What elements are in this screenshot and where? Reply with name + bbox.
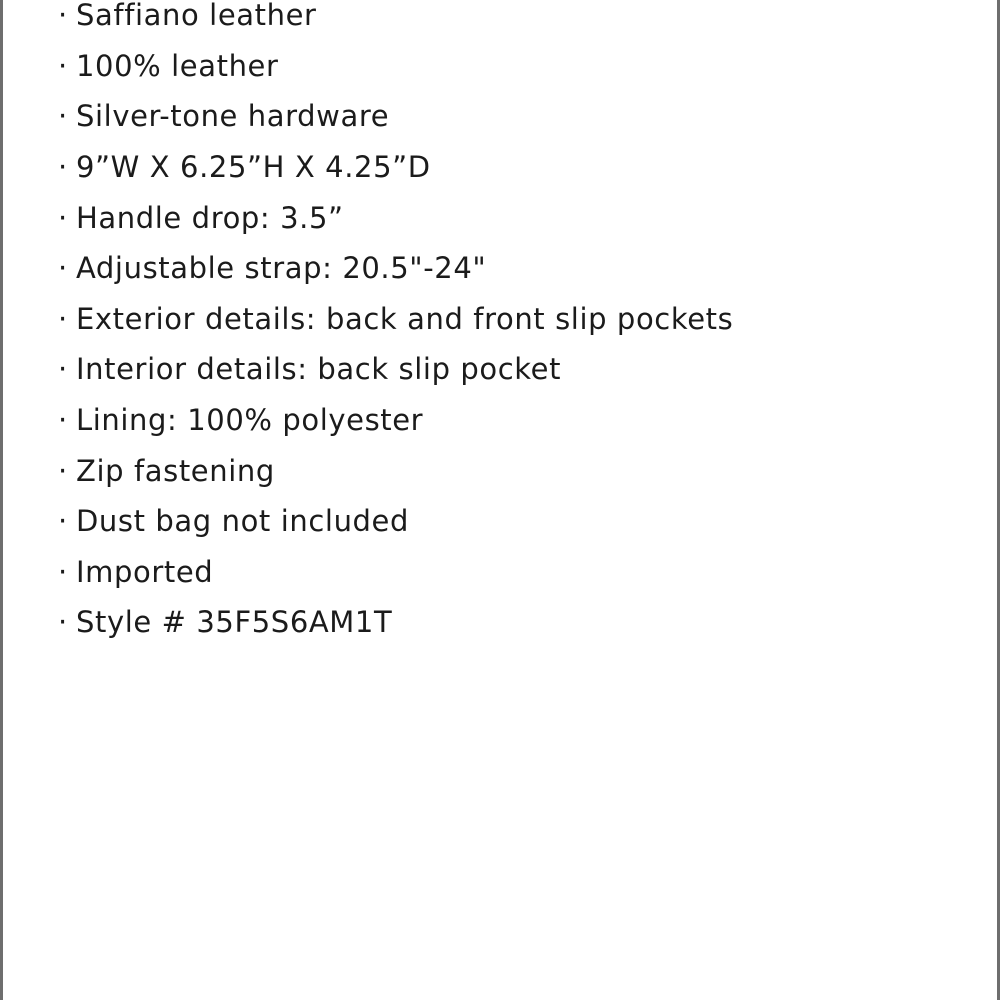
bullet-dot-icon: · (58, 99, 68, 134)
detail-item (58, 344, 733, 395)
detail-text: Saffiano leather (76, 0, 317, 33)
detail-item (58, 445, 733, 496)
detail-text: Interior details: back slip pocket (76, 352, 562, 387)
bullet-dot-icon: · (58, 48, 68, 83)
detail-text: Lining: 100% polyester (76, 403, 424, 438)
detail-item (58, 395, 733, 446)
bullet-dot-icon: · (58, 0, 68, 33)
detail-item (58, 192, 733, 243)
detail-text: Imported (76, 554, 214, 589)
detail-item (58, 91, 733, 142)
detail-text: Silver-tone hardware (76, 99, 390, 134)
detail-item (58, 41, 733, 92)
detail-text: Zip fastening (76, 453, 275, 488)
bullet-dot-icon: · (58, 554, 68, 589)
bullet-dot-icon: · (58, 150, 68, 185)
bullet-dot-icon: · (58, 453, 68, 488)
bullet-dot-icon: · (58, 200, 68, 235)
bullet-dot-icon: · (58, 301, 68, 336)
detail-text: Adjustable strap: 20.5"-24" (76, 251, 487, 286)
detail-text: 9”W X 6.25”H X 4.25”D (76, 150, 431, 185)
bullet-dot-icon: · (58, 605, 68, 640)
bullet-dot-icon: · (58, 504, 68, 539)
detail-item (58, 547, 733, 598)
detail-item (58, 597, 733, 648)
detail-text: Handle drop: 3.5” (76, 200, 344, 235)
detail-item (58, 294, 733, 345)
bullet-dot-icon: · (58, 251, 68, 286)
detail-item (58, 0, 733, 41)
detail-item (58, 496, 733, 547)
detail-text: Style # 35F5S6AM1T (76, 605, 393, 640)
detail-text: Exterior details: back and front slip pockets (76, 301, 734, 336)
product-details-list (58, 0, 733, 648)
detail-item (58, 142, 733, 193)
bullet-dot-icon: · (58, 352, 68, 387)
bullet-dot-icon: · (58, 403, 68, 438)
detail-text: Dust bag not included (76, 504, 410, 539)
detail-item (58, 243, 733, 294)
detail-text: 100% leather (76, 48, 279, 83)
